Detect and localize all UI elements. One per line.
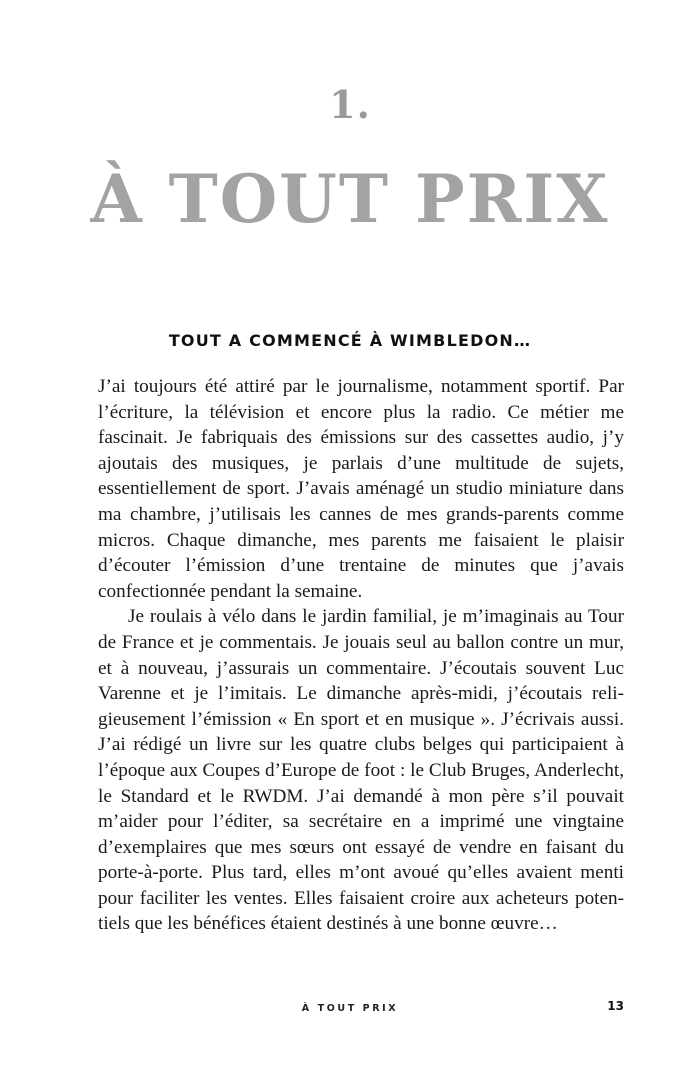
body-text [98,374,624,937]
page-number: 13 [607,999,624,1013]
chapter-number: 1. [329,82,371,127]
running-footer-title: À TOUT PRIX [301,1003,399,1014]
paragraph-2: Je roulais à vélo dans le jardin familial, je m’imaginais au Tour de France et je commentais. Je jouais seul au ballon contre un mur, et à nouveau, j’assurais un commentaire. J’écoutais souvent Luc Varenne et je l’imitais. Le dimanche après-midi, j’écoutais religieusement l’émission « En sport et en musique ». J’écrivais aussi. J’ai rédigé un livre sur les quatre clubs belges qui participaient à l’époque aux Coupes d’Europe de foot : le Club Bruges, Anderlecht, le Standard et le RWDM. J’ai demandé à mon père s’il pouvait m’aider pour l’éditer, sa secrétaire en a imprimé une vingtaine d’exemplaires que mes sœurs ont essayé de vendre en faisant du porte-à-porte. Plus tard, elles m’ont avoué qu’elles avaient menti pour faciliter les ventes. Elles faisaient croire aux acheteurs potentiels que les bénéfices étaient destinés à une bonne œuvre… [98,606,624,935]
chapter-title: À TOUT PRIX [90,160,610,238]
paragraph-1: J’ai toujours été attiré par le journalisme, notamment sportif. Par l’écriture, la télévision et encore plus la radio. Ce métier me fascinait. Je fabriquais des émissions sur des cassettes audio, j’y ajoutais des musiques, je parlais d’une multitude de sujets, essentiellement de sport. J’avais aménagé un studio miniature dans ma chambre, j’utilisais les cannes de mes grands-parents comme micros. Chaque dimanche, mes parents me faisaient le plaisir d’écouter l’émission d’une trentaine de minutes que j’avais confectionnée pendant la semaine. [98,376,624,602]
section-heading: TOUT A COMMENCÉ À WIMBLEDON… [168,331,532,350]
